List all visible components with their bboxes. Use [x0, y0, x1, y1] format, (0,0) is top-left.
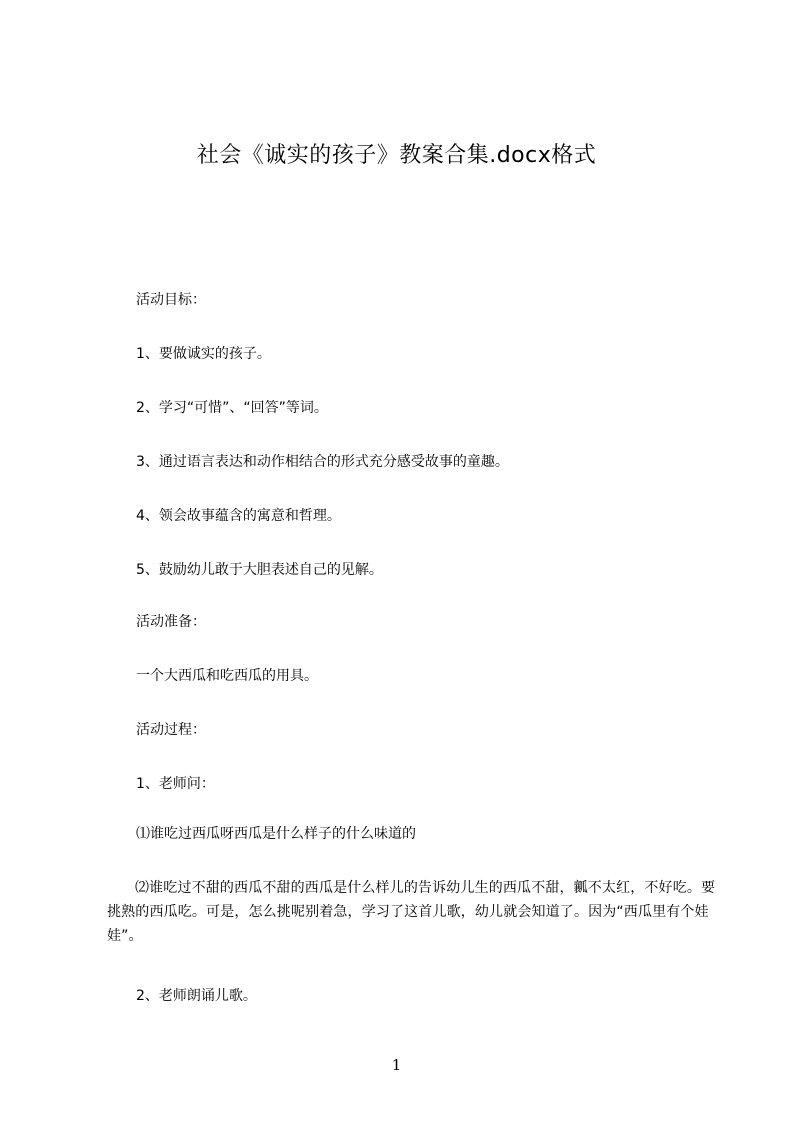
paragraph-goal-5: 5、鼓励幼儿敢于大胆表述自己的见解。 [136, 562, 383, 578]
paragraph-goal-4: 4、领会故事蕴含的寓意和哲理。 [136, 508, 341, 524]
paragraph-step-1: 1、老师问： [136, 776, 215, 792]
page-number: 1 [391, 1056, 402, 1074]
paragraph-activity-prep-heading: 活动准备： [136, 614, 206, 630]
paragraph-step-2: 2、老师朗诵儿歌。 [136, 988, 257, 1004]
paragraph-activity-process-heading: 活动过程： [136, 722, 206, 738]
paragraph-question-1: ⑴谁吃过西瓜呀西瓜是什么样子的什么味道的 [136, 826, 416, 842]
paragraph-goal-1: 1、要做诚实的孩子。 [136, 346, 271, 362]
paragraph-prep-materials: 一个大西瓜和吃西瓜的用具。 [136, 668, 318, 684]
paragraph-goal-3: 3、通过语言表达和动作相结合的形式充分感受故事的童趣。 [136, 454, 509, 470]
paragraph-question-2: ⑵谁吃过不甜的西瓜不甜的西瓜是什么样儿的告诉幼儿生的西瓜不甜，瓤不太红，不好吃。要挑熟的西瓜吃。可是，怎么挑呢别着急，学习了这首儿歌，幼儿就会知道了。因为“西瓜里有个娃娃”。 [107, 880, 716, 944]
paragraph-goal-2: 2、学习“可惜”、“回答”等词。 [136, 400, 328, 416]
document-title: 社会《诚实的孩子》教案合集.docx格式 [196, 143, 597, 168]
paragraph-activity-goals-heading: 活动目标： [136, 292, 206, 308]
